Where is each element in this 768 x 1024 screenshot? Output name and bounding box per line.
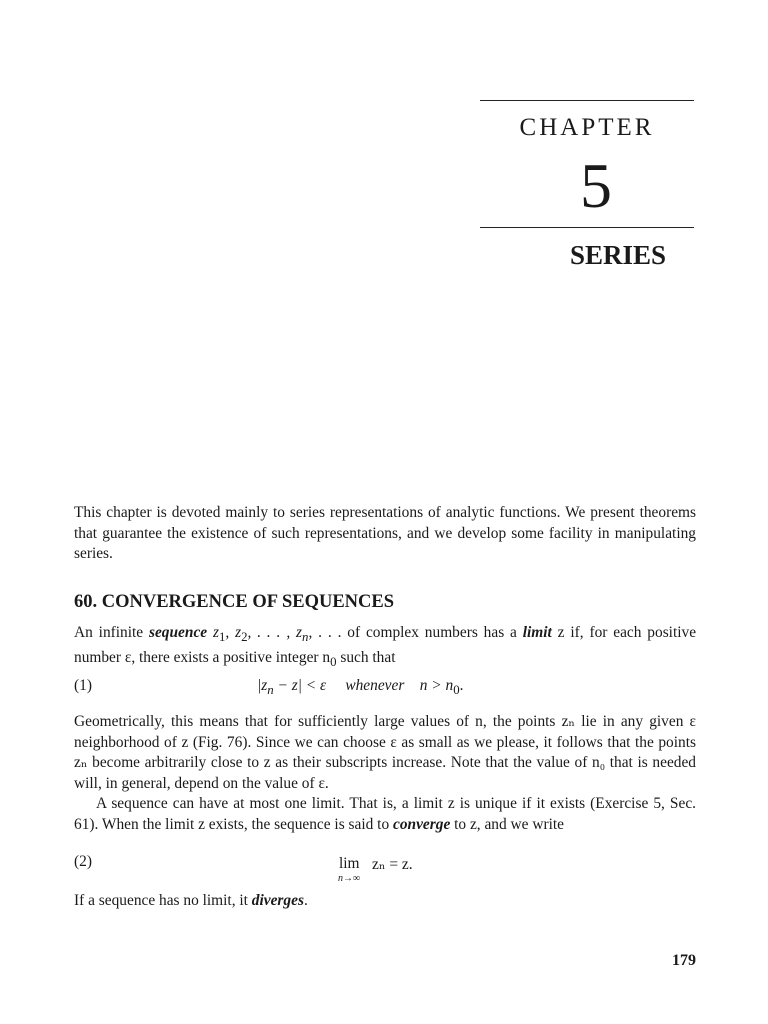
term-sequence: sequence: [148, 624, 208, 641]
term-converge: converge: [393, 815, 451, 833]
term-limit: limit: [522, 624, 552, 641]
definition-paragraph: An infinite sequence $z_1$, $z_2$, . . . , $z_n$, . . . of complex numbers has a limit z if, for each positive number ε, there exists a positive integer $n_0$ such that: [74, 624, 697, 669]
page-number: 179: [672, 952, 696, 969]
chapter-number: 5: [580, 150, 612, 221]
equation-2: [74, 853, 696, 893]
middle-rule: [480, 227, 694, 228]
section-heading: 60. CONVERGENCE OF SEQUENCES: [74, 592, 395, 612]
term-diverges: diverges: [251, 892, 304, 909]
equation-1: [74, 677, 696, 701]
top-rule: [480, 100, 694, 101]
equation-body: $|z_n - z| < \varepsilon$ whenever $n > n_0$.: [257, 677, 464, 698]
uniqueness-paragraph: A sequence can have at most one limit. That is, a limit z is unique if it exists (Exercise 5, Sec. 61). When the limit z exists, the sequence is said to converge to z, and we write: [74, 795, 696, 833]
chapter-label: CHAPTER: [519, 114, 655, 141]
divergence-paragraph: If a sequence has no limit, it diverges.: [74, 892, 308, 909]
equation-number: (2): [74, 853, 92, 870]
limit-operator: lim: [339, 855, 360, 872]
geometric-paragraph: Geometrically, this means that for sufficiently large values of n, the points zₙ lie in any given ε neighborhood of z (Fig. 76). Since we can choose ε as small as we please, it follows that the points zₙ become arbitrarily close to z as their subscripts increase. Note that the value of n₀ that is needed will, in general, depend on the value of ε.: [74, 713, 696, 792]
equation-number: (1): [74, 677, 92, 694]
limit-subscript: n→∞: [338, 873, 361, 884]
chapter-title: SERIES: [569, 240, 666, 270]
intro-paragraph: This chapter is devoted mainly to series representations of analytic functions. We present theorems that guarantee the existence of such representations, and we develop some facility in manipulating series.: [74, 504, 696, 563]
limit-expression: zₙ = z.: [372, 856, 413, 873]
